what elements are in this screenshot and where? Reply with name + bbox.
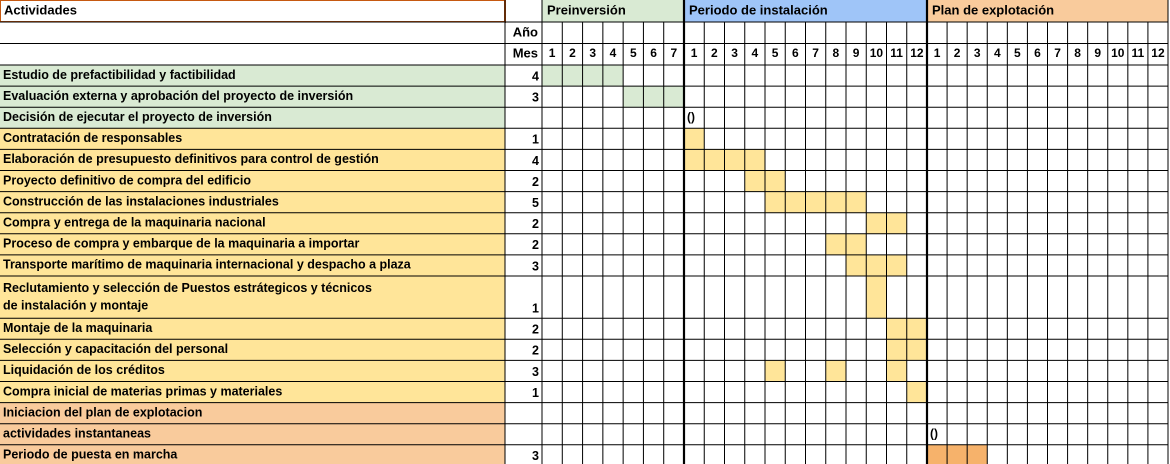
gantt-bar-cell [907, 339, 927, 360]
month-number: 4 [751, 46, 759, 61]
activity-duration: 3 [532, 364, 539, 379]
gantt-bar-cell [866, 213, 886, 234]
phase-header-2: Periodo de instalación [689, 2, 828, 18]
phase-header-3: Plan de explotación [932, 2, 1055, 18]
gantt-bar-cell [562, 65, 582, 86]
gantt-bar-cell [967, 445, 987, 464]
activity-label: Iniciacion del plan de explotacion [3, 405, 203, 420]
month-number: 2 [953, 46, 961, 61]
month-number: 10 [1111, 46, 1125, 61]
month-number: 8 [832, 46, 840, 61]
activity-label: Montaje de la maquinaria [3, 321, 153, 336]
gantt-bar-cell [826, 360, 846, 381]
activity-label: Decisión de ejecutar el proyecto de inversión [3, 110, 272, 125]
month-number: 6 [1034, 46, 1041, 61]
activity-label: Reclutamiento y selección de Puestos estrátegicos y técnicos [3, 280, 372, 295]
activity-duration: 1 [532, 301, 539, 316]
activity-label: Liquidación de los créditos [3, 363, 165, 378]
gantt-bar-cell [684, 128, 704, 149]
gantt-bar-cell [765, 192, 785, 213]
month-number: 5 [1014, 46, 1021, 61]
activity-duration: 2 [532, 322, 539, 337]
phase-header-1: Preinversión [547, 2, 626, 18]
gantt-bar-cell [887, 213, 907, 234]
month-number: 3 [973, 46, 981, 61]
activity-label: Evaluación externa y aprobación del proyecto de inversión [3, 88, 354, 103]
activity-duration: 4 [532, 69, 539, 84]
gantt-bar-cell [826, 234, 846, 255]
gantt-bar-cell [866, 276, 886, 318]
month-number: 9 [1094, 46, 1102, 61]
month-number: 10 [869, 46, 884, 61]
gantt-bar-cell [765, 360, 785, 381]
gantt-bar-cell [846, 255, 866, 276]
year-label: Año [512, 24, 538, 40]
activity-duration: 2 [532, 174, 539, 189]
activity-duration: 3 [532, 90, 539, 105]
activity-duration: 5 [532, 195, 539, 210]
month-number: 12 [1151, 46, 1165, 61]
activity-label: Contratación de responsables [3, 131, 183, 146]
activity-label: Elaboración de presupuesto definitivos para control de gestión [3, 152, 379, 167]
gantt-bar-cell [846, 192, 866, 213]
activity-label-line2: de instalación y montaje [3, 298, 149, 313]
activity-duration: 1 [532, 385, 539, 400]
gantt-bar-cell [907, 382, 927, 403]
activity-duration: 4 [532, 153, 539, 168]
month-number: 6 [650, 46, 657, 61]
month-number: 4 [993, 46, 1001, 61]
month-number: 8 [1074, 46, 1081, 61]
month-number: 1 [933, 46, 941, 61]
gantt-bar-cell [846, 234, 866, 255]
month-label: Mes [512, 45, 538, 61]
activity-label: Compra y entrega de la maquinaria nacional [3, 215, 266, 230]
gantt-bar-cell [887, 255, 907, 276]
month-number: 7 [812, 46, 819, 61]
month-number: 3 [589, 46, 597, 61]
activity-label: Periodo de puesta en marcha [3, 447, 178, 462]
activity-label: Estudio de prefactibilidad y factibilidad [3, 67, 236, 82]
activity-label: Compra inicial de materias primas y materiales [3, 384, 283, 399]
month-number: 2 [711, 46, 718, 61]
gantt-bar-cell [603, 65, 623, 86]
gantt-bar-cell [745, 149, 765, 170]
gantt-bar-cell [725, 149, 745, 170]
activity-label: Proceso de compra y embarque de la maquinaria a importar [3, 236, 360, 251]
month-number: 7 [670, 46, 678, 61]
gantt-bar-cell [907, 318, 927, 339]
activity-duration: 3 [532, 259, 539, 274]
milestone-marker: () [930, 426, 938, 441]
gantt-bar-cell [947, 445, 967, 464]
gantt-bar-cell [826, 192, 846, 213]
month-number: 11 [1131, 46, 1145, 61]
month-number: 5 [771, 46, 779, 61]
gantt-bar-cell [745, 171, 765, 192]
activity-duration: 2 [532, 238, 539, 253]
gantt-bar-cell [704, 149, 724, 170]
gantt-bar-cell [785, 192, 805, 213]
month-number: 7 [1054, 46, 1061, 61]
gantt-bar-cell [887, 318, 907, 339]
month-number: 1 [548, 46, 556, 61]
activity-label: Selección y capacitación del personal [3, 342, 229, 357]
gantt-bar-cell [583, 65, 603, 86]
activity-duration: 3 [532, 449, 539, 464]
month-number: 12 [910, 46, 924, 61]
month-number: 5 [629, 46, 637, 61]
milestone-marker: () [687, 109, 695, 124]
activity-label: actividades instantaneas [3, 426, 151, 441]
activity-duration: 2 [532, 217, 539, 232]
gantt-bar-cell [765, 171, 785, 192]
month-number: 6 [792, 46, 799, 61]
activities-header: Actividades [4, 2, 77, 18]
month-number: 9 [852, 46, 860, 61]
month-number: 1 [690, 46, 698, 61]
gantt-bar-cell [684, 149, 704, 170]
gantt-bar-cell [643, 86, 663, 107]
month-number: 4 [609, 46, 617, 61]
month-number: 11 [890, 46, 903, 61]
gantt-bar-cell [664, 86, 684, 107]
activity-duration: 2 [532, 343, 539, 358]
activity-duration: 1 [532, 132, 539, 147]
activity-label: Transporte marítimo de maquinaria internacional y despacho a plaza [3, 257, 411, 272]
gantt-bar-cell [927, 445, 947, 464]
gantt-bar-cell [542, 65, 562, 86]
gantt-bar-cell [866, 255, 886, 276]
gantt-bar-cell [623, 86, 643, 107]
gantt-bar-cell [887, 360, 907, 381]
gantt-bar-cell [887, 339, 907, 360]
gantt-bar-cell [806, 192, 826, 213]
month-number: 3 [731, 46, 738, 61]
activity-label: Proyecto definitivo de compra del edificio [3, 173, 251, 188]
month-number: 2 [569, 46, 576, 61]
activity-label: Construcción de las instalaciones industriales [3, 194, 279, 209]
